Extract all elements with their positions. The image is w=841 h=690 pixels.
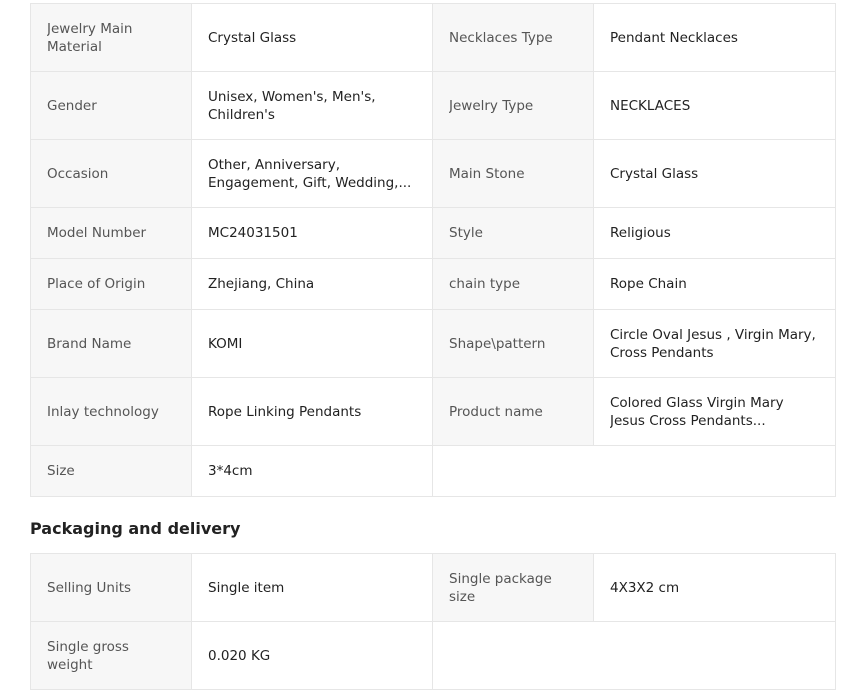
attr-value: KOMI [192,310,433,378]
attr-value: MC24031501 [192,208,433,259]
attr-key: Inlay technology [31,378,192,446]
table-row [31,622,836,690]
attr-value: Rope Linking Pendants [192,378,433,446]
attr-key: Single package size [433,554,594,622]
attr-key: Gender [31,72,192,140]
packaging-table [30,553,836,690]
table-row [31,446,836,497]
attr-key: Selling Units [31,554,192,622]
attr-key: Place of Origin [31,259,192,310]
section-title-packaging: Packaging and delivery [30,519,241,538]
attr-value: 3*4cm [192,446,433,497]
table-row [31,72,836,140]
attr-value: Crystal Glass [594,140,836,208]
attr-key: Jewelry Main Material [31,4,192,72]
attr-value: Unisex, Women's, Men's, Children's [192,72,433,140]
attr-key: Shape\pattern [433,310,594,378]
attr-key: Size [31,446,192,497]
empty-cell [433,446,836,497]
attr-key: Occasion [31,140,192,208]
attr-value: 0.020 KG [192,622,433,690]
attr-key: Product name [433,378,594,446]
attr-key: Style [433,208,594,259]
attr-value: Other, Anniversary, Engagement, Gift, Wedding,... [192,140,433,208]
attr-key: Brand Name [31,310,192,378]
table-row [31,208,836,259]
table-row [31,378,836,446]
attr-key: Main Stone [433,140,594,208]
attr-value: NECKLACES [594,72,836,140]
table-row [31,554,836,622]
attr-key: Model Number [31,208,192,259]
attributes-table [30,3,836,497]
attr-value: Pendant Necklaces [594,4,836,72]
table-row [31,140,836,208]
table-row [31,310,836,378]
attr-key: Jewelry Type [433,72,594,140]
empty-cell [433,622,836,690]
table-row [31,4,836,72]
attr-value: Single item [192,554,433,622]
attr-key: chain type [433,259,594,310]
table-row [31,259,836,310]
attr-key: Necklaces Type [433,4,594,72]
attr-value: Crystal Glass [192,4,433,72]
attr-value: Zhejiang, China [192,259,433,310]
attr-value: Circle Oval Jesus , Virgin Mary, Cross Pendants [594,310,836,378]
attr-value: Rope Chain [594,259,836,310]
attr-value: Colored Glass Virgin Mary Jesus Cross Pendants... [594,378,836,446]
attr-key: Single gross weight [31,622,192,690]
attr-value: Religious [594,208,836,259]
attr-value: 4X3X2 cm [594,554,836,622]
